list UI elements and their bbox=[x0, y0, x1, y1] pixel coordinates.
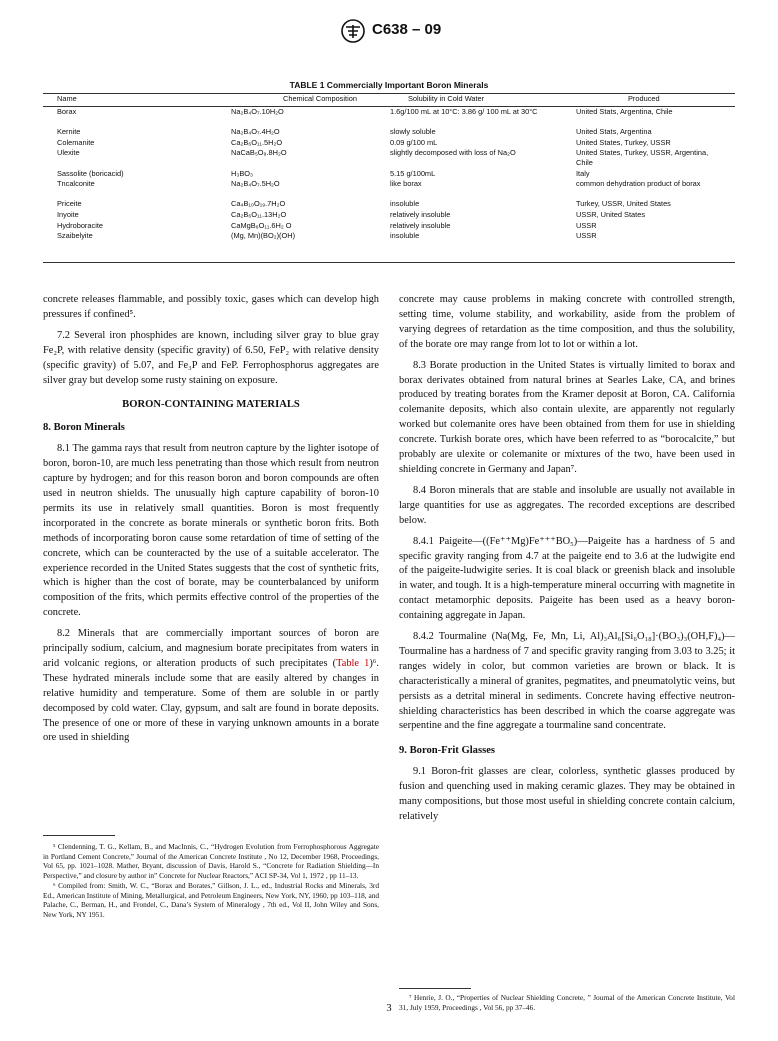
paragraph-8-4-2: 8.4.2 Tourmaline (Na(Mg, Fe, Mn, Li, Al)₃Al₆[Si₆O₁₈]·(BO₃)₃(OH,F)₄)—Tourmaline has a hardness of 7 and specific gravity ranging from 3.03 to 3.25; it ranges widely in color, but common varieties are brown or black. It is characteristically a mineral of granites, pegmatites, and pneumatolytic veins, but persists as a detrital mineral in sediments. Concrete having effective neutron-shielding characteristics has been described in which the coarse aggregate was serpentine and the fine aggregate a tourmaline sand concentrate. bbox=[399, 631, 735, 732]
table-cell: insoluble bbox=[390, 199, 420, 209]
table-cell: Sassolite (boricacid) bbox=[57, 168, 124, 178]
table-cell: Colemanite bbox=[57, 137, 95, 147]
table-row bbox=[43, 148, 735, 168]
footnotes-left bbox=[43, 842, 379, 920]
paragraph: concrete may cause problems in making concrete with controlled strength, setting time, volume stability, and workability, aside from the problem of varying degrees of retardation as the time composition, and thus the solubility, of the borate ore may range from lot to lot or within a lot. bbox=[399, 294, 735, 350]
heading-8: 8. Boron Minerals bbox=[43, 422, 125, 434]
paragraph-9-1: 9.1 Boron-frit glasses are clear, colorless, synthetic glasses produced by fusion and quenching used in making ceramic glazes. They may be obtained in many compositions, but those most useful in shielding concrete contain calcium, relatively bbox=[399, 766, 735, 822]
table-cell: United Stats, Argentina bbox=[576, 127, 652, 137]
footnote-5: ⁵ Clendenning, T. G., Kellam, B., and MacInnis, C., “Hydrogen Evolution from Ferrophosphorous Aggregate in Portland Cement Concrete,” Journal of the American Concrete Institute , No 12, December 1968, Proceedings, Vol 65, pp. 1021–1028. Mather, Bryant, discussion of Davis, Harold S., “Concrete for Radiation Shielding—In Perspective,” and closure by author in” Concrete for Nuclear Reactors,” ACI SP-34, Vol 1, 1972 , pp 11–13. bbox=[43, 842, 379, 881]
heading-9: 9. Boron-Frit Glasses bbox=[399, 745, 496, 757]
column-header: Produced bbox=[628, 94, 660, 103]
right-column bbox=[399, 293, 735, 831]
table-cell: Kernite bbox=[57, 127, 81, 137]
document-id: C638 – 09 bbox=[372, 21, 442, 38]
table-cell: Na₂B₄O₇.5H₂O bbox=[231, 179, 280, 189]
table-cell: 1.6g/100 mL at 10°C: 3.86 g/ 100 mL at 30°C bbox=[390, 107, 538, 116]
paragraph-7-2: 7.2 Several iron phosphides are known, including silver gray to blue gray Fe₂P, with relative density (specific gravity) of 6.50, FeP₂ with relative density (specific gravity) of 5.07, and Fe₃P and FeP. Ferrophosphorus aggregates are silver gray but develop some rusty staining on exposure. bbox=[43, 329, 379, 386]
table-cell: Turkey, USSR, United States bbox=[576, 199, 671, 209]
table-cell: United States, Turkey, USSR, Argentina, Chile bbox=[576, 148, 709, 167]
table-row bbox=[43, 138, 735, 149]
table-cell: United States, Turkey, USSR bbox=[576, 137, 671, 147]
table-cell: Na₂B₄O₇.10H₂O bbox=[231, 107, 284, 116]
table-cell: USSR bbox=[576, 231, 597, 241]
table-bottom-rule bbox=[43, 262, 735, 263]
table-row bbox=[43, 199, 735, 210]
table-cell: Szaibelyite bbox=[57, 231, 93, 241]
table-cell: United Stats, Argentina, Chile bbox=[576, 107, 673, 116]
table-cell: Borax bbox=[57, 107, 77, 116]
table-row bbox=[43, 231, 735, 242]
section-heading: BORON-CONTAINING MATERIALS bbox=[122, 399, 300, 411]
table-row bbox=[43, 210, 735, 221]
table-cell: relatively insoluble bbox=[390, 209, 451, 219]
footnote-rule bbox=[43, 835, 115, 836]
table-body bbox=[43, 107, 735, 242]
table-cell: Inyoite bbox=[57, 209, 79, 219]
table-1-link[interactable]: Table 1 bbox=[336, 657, 370, 669]
table-cell: USSR bbox=[576, 220, 597, 230]
table-cell: Hydroboracite bbox=[57, 220, 104, 230]
table-cell: CaMgB₆O₁₁.6H₂ O bbox=[231, 220, 292, 230]
footnote-6: ⁶ Compiled from: Smith, W. C., “Borax and Borates,” Gillson, J. L., ed., Industrial Rocks and Minerals, 3rd Ed., American Institute of Mining, Metallurgical, and Petroleum Engineers, New York, NY, 1960, pp 103–118, and Palache, C., Berman, H., and Frondel, C., Dana’s System of Mineralogy , 7th ed., Vol II, John Wiley and Sons, New York, NY 1951. bbox=[43, 880, 379, 919]
paragraph-8-1: 8.1 The gamma rays that result from neutron capture by the lighter isotope of boron, boron-10, are much less penetrating than those which result from neutron capture by hydrogen; and for this reason boron and boron compounds are often used in neutron shields. The unusually high capture capability of boron-10 permits its use in relatively small quantities. Boron is most frequently incorporated in the concrete as borate minerals or synthetic boron frits. Both methods of incorporating boron cause some retardation of time of setting of the concrete, which can be counteracted by the use of a suitable accelerator. The experience recorded in the United States suggests that the cost of synthetic frits, which is higher than the cost of borate, may be counterbalanced by uniform composition of the frits, which permits effective control of the properties of the concrete. bbox=[43, 443, 379, 619]
boron-minerals-table bbox=[43, 94, 735, 242]
table-header-row bbox=[43, 94, 735, 107]
table-cell: 5.15 g/100mL bbox=[390, 168, 436, 178]
footnote-rule bbox=[399, 988, 471, 989]
paragraph-8-3: 8.3 Borate production in the United States is virtually limited to borax and borax derivates obtained from natural brines at Searles Lake, CA, and brines produced by treating borates from the Kramer deposit at Boron, CA. California colemanite deposits, which also contain ulexite, are apparently not regularly worked but colemanite ores have been obtained from them for use in shielding concrete. Turkish borate ores, which have been referred to as “borocalcite,” but probably are ulexite or colemanite or mixtures of the two, have been used in shielding concrete in Germany and Japan⁷. bbox=[399, 359, 735, 475]
table-cell: Ulexite bbox=[57, 148, 80, 158]
paragraph-8-2 bbox=[43, 627, 379, 746]
table-cell: Na₂B₄O₇.4H₂O bbox=[231, 127, 280, 137]
table-cell: common dehydration product of borax bbox=[576, 179, 701, 189]
table-cell: insoluble bbox=[390, 231, 420, 241]
table-cell: (Mg, Mn)(BO₂)(OH) bbox=[231, 231, 296, 241]
table-row bbox=[43, 107, 735, 127]
column-header: Name bbox=[57, 94, 77, 103]
column-header: Chemical Composition bbox=[283, 94, 357, 103]
table-cell: slightly decomposed with loss of Na₂O bbox=[390, 148, 516, 158]
table-cell: USSR, United States bbox=[576, 209, 646, 219]
table-row bbox=[43, 169, 735, 180]
table-row bbox=[43, 179, 735, 199]
text: 8.2 Minerals that are commercially important sources of boron are principally sodium, calcium, and magnesium borate precipitates from waters in arid volcanic regions, or alteration products of such precipitates ( bbox=[43, 628, 379, 669]
table-cell: NaCaB₅O₉.8H₂O bbox=[231, 148, 287, 158]
page-header bbox=[0, 19, 778, 43]
paragraph-8-4-1: 8.4.1 Paigeite—((Fe⁺⁺Mg)Fe⁺⁺⁺BO₅)—Paigeite has a hardness of 5 and specific gravity ranging from 4.7 at the paigeite end to 3.6 at the ludwigite end of the paigeite-ludwigite series. It is coal black or greenish black and insoluble in water, and tough. It is a high-temperature mineral occurring with magnetite in contact metamorphic deposits. Paigeite has been used as a heavy boron-containing aggregate in Japan. bbox=[399, 535, 735, 622]
table-cell: H₃BO₃ bbox=[231, 168, 254, 178]
paragraph: concrete releases flammable, and possibly toxic, gases which can develop high pressures if confined⁵. bbox=[43, 294, 379, 320]
footnote-7: ⁷ Henrie, J. O., “Properties of Nuclear Shielding Concrete, ” Journal of the American Concrete Institute, Vol 31, July 1959, Proceedings , Vol 56, pp 37–46. bbox=[399, 993, 735, 1012]
table-cell: Priceite bbox=[57, 199, 82, 209]
table-title: TABLE 1 Commercially Important Boron Minerals bbox=[289, 80, 489, 90]
table-cell: relatively insoluble bbox=[390, 220, 451, 230]
table-row bbox=[43, 221, 735, 232]
table-cell: like borax bbox=[390, 179, 422, 189]
text: )⁶. These hydrated minerals include some that are easily altered by changes in relative humidity and temperature. Some of them are soluble in or partly decomposed by cold water. Clay, gypsum, and salt are found in borate deposits. The presence of one or more of these in varying unknown amounts in a borate ore used in shielding bbox=[43, 657, 379, 744]
table-cell: Ca₄B₁₀O₁₉.7H₂O bbox=[231, 199, 286, 209]
left-column bbox=[43, 293, 379, 752]
table-cell: Tncalconite bbox=[57, 179, 95, 189]
column-header: Solubility in Cold Water bbox=[408, 94, 485, 103]
table-cell: Ca₂B₆O₁₁.13H₂O bbox=[231, 209, 287, 219]
table-cell: slowly soluble bbox=[390, 127, 436, 137]
page-number: 3 bbox=[386, 1003, 392, 1014]
paragraph-8-4: 8.4 Boron minerals that are stable and insoluble are usually not available in large quantities for use as aggregates. The recorded exceptions are described below. bbox=[399, 484, 735, 526]
table-cell: Ca₂B₆O₁₁.5H₂O bbox=[231, 137, 283, 147]
table-cell: Italy bbox=[576, 168, 590, 178]
astm-logo-icon bbox=[340, 19, 366, 43]
table-row bbox=[43, 127, 735, 138]
table-cell: 0.09 g/100 mL bbox=[390, 137, 438, 147]
